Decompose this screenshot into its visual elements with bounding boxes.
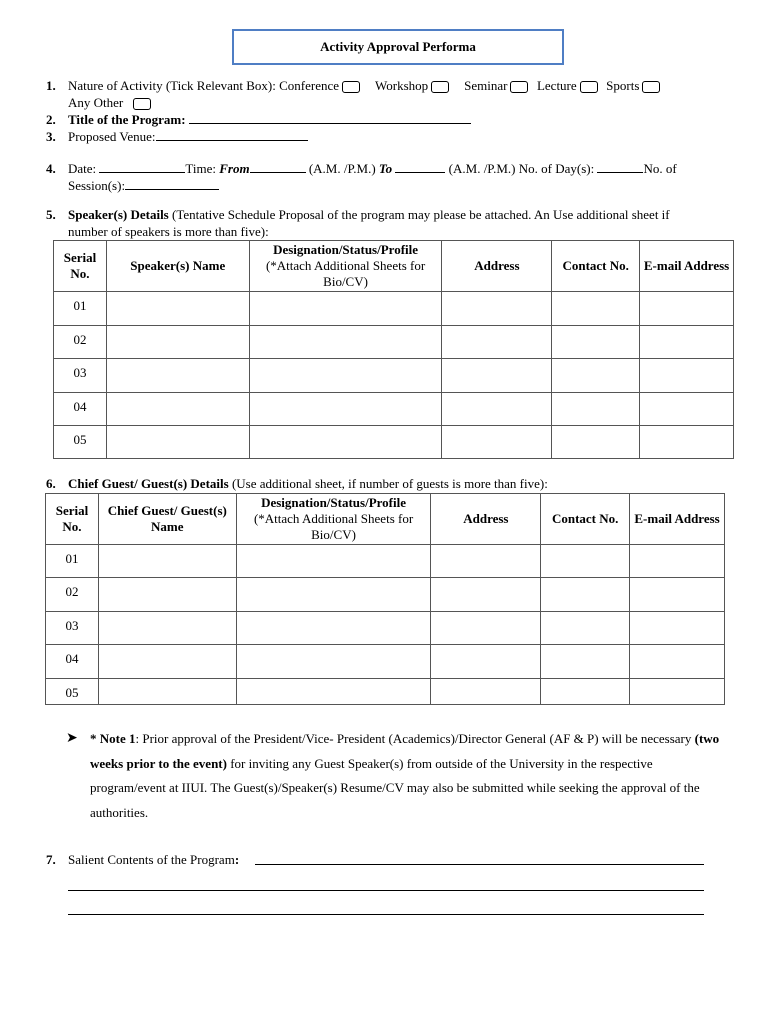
date-label: Date:: [68, 161, 97, 176]
serial-cell: 02: [46, 578, 99, 612]
contact-cell[interactable]: [552, 359, 640, 393]
sessions-line: [68, 177, 219, 194]
q4-number: 4.: [46, 161, 56, 176]
q5-desc-1: (Tentative Schedule Proposal of the program may please be attached. An Use additional sheet if: [172, 207, 670, 222]
guest-table: [45, 493, 725, 705]
arrow-bullet-icon: ➤: [66, 731, 78, 746]
table-row: [46, 612, 725, 645]
lecture-label: Lecture: [536, 78, 577, 93]
ampm-from-label: (A.M. /P.M.): [308, 161, 376, 176]
speaker-name-cell[interactable]: [106, 292, 249, 326]
note-emphasis: (two weeks prior to the event): [90, 731, 720, 771]
q6-number: 6.: [46, 476, 56, 491]
speaker-table: [53, 240, 734, 459]
address-cell[interactable]: [431, 578, 541, 612]
guest-name-header: Chief Guest/ Guest(s) Name: [98, 494, 236, 545]
salient-contents-line-3[interactable]: [68, 914, 704, 915]
email-cell[interactable]: [640, 393, 734, 426]
designation-cell[interactable]: [249, 426, 442, 459]
table-row: [46, 645, 725, 679]
designation-cell[interactable]: [249, 292, 442, 326]
designation-header: [249, 241, 442, 292]
days-label: (A.M. /P.M.) No. of Day(s):: [448, 161, 595, 176]
q7-line: [46, 851, 239, 868]
q3-label: Proposed Venue:: [68, 129, 156, 144]
form-title: Activity Approval Performa: [232, 29, 564, 65]
guest-name-cell[interactable]: [98, 645, 236, 679]
note-label: * Note 1: [90, 731, 136, 746]
address-cell[interactable]: [442, 292, 552, 326]
designation-cell[interactable]: [249, 326, 442, 359]
speaker-name-cell[interactable]: [106, 326, 249, 359]
serial-cell: 05: [46, 679, 99, 705]
any-other-line: [68, 94, 153, 111]
address-cell[interactable]: [431, 645, 541, 679]
designation-header-title: Designation/Status/Profile: [261, 495, 407, 510]
q7-number: 7.: [46, 852, 56, 867]
designation-cell[interactable]: [249, 393, 442, 426]
contact-cell[interactable]: [541, 545, 630, 578]
note-text-2: for inviting any Guest Speaker(s) from outside of the University in the respective program/event at IIUI. The Guest(s)/Speaker(s) Resume/CV may also be submitted while seeking the approval of the authorities.: [90, 755, 700, 820]
designation-header: [236, 494, 431, 545]
note-text-1: : Prior approval of the President/Vice- President (Academics)/Director General (AF & P) will be necessary: [135, 731, 692, 746]
designation-cell[interactable]: [236, 645, 431, 679]
contact-cell[interactable]: [552, 426, 640, 459]
speaker-name-cell[interactable]: [106, 359, 249, 393]
contact-cell[interactable]: [541, 679, 630, 705]
q3-number: 3.: [46, 129, 56, 144]
q5-number: 5.: [46, 207, 56, 222]
serial-cell: 05: [54, 426, 107, 459]
contact-cell[interactable]: [552, 393, 640, 426]
contact-cell[interactable]: [552, 326, 640, 359]
contact-cell[interactable]: [552, 292, 640, 326]
serial-cell: 03: [54, 359, 107, 393]
q7-label: Salient Contents of the Program: [68, 852, 235, 867]
email-cell[interactable]: [640, 426, 734, 459]
serial-cell: 03: [46, 612, 99, 645]
sessions-field[interactable]: [125, 177, 219, 190]
designation-cell[interactable]: [236, 612, 431, 645]
q7-colon: :: [234, 852, 240, 867]
to-label: To: [378, 161, 393, 176]
conference-checkbox[interactable]: [342, 81, 360, 93]
email-cell[interactable]: [630, 645, 725, 679]
q4-line: [46, 160, 677, 177]
address-cell[interactable]: [431, 545, 541, 578]
table-row: [54, 393, 734, 426]
q1-number: 1.: [46, 78, 56, 93]
salient-contents-line-1[interactable]: [255, 864, 704, 865]
from-label: From: [219, 161, 250, 176]
email-cell[interactable]: [640, 326, 734, 359]
q1-label: Nature of Activity (Tick Relevant Box): Conference: [68, 78, 340, 93]
serial-cell: 01: [54, 292, 107, 326]
sessions-tail-label: No. of: [643, 161, 677, 176]
date-field[interactable]: [99, 160, 185, 173]
guest-name-cell[interactable]: [98, 612, 236, 645]
q2-line: [46, 111, 471, 128]
workshop-checkbox[interactable]: [431, 81, 449, 93]
address-header: Address: [442, 241, 552, 292]
table-row: [46, 679, 725, 705]
serial-cell: 02: [54, 326, 107, 359]
sessions-label: Session(s):: [68, 178, 126, 193]
q2-label: Title of the Program:: [68, 112, 186, 127]
sports-checkbox[interactable]: [642, 81, 660, 93]
table-row: [54, 359, 734, 393]
speaker-name-cell[interactable]: [106, 426, 249, 459]
table-row: [54, 426, 734, 459]
address-cell[interactable]: [442, 426, 552, 459]
time-to-field[interactable]: [395, 160, 445, 173]
speaker-name-header: Speaker(s) Name: [106, 241, 249, 292]
q1-line: [46, 77, 662, 94]
program-title-field[interactable]: [189, 111, 471, 124]
email-cell[interactable]: [640, 292, 734, 326]
guest-name-cell[interactable]: [98, 679, 236, 705]
time-label: Time:: [185, 161, 216, 176]
designation-header-title: Designation/Status/Profile: [273, 242, 419, 257]
q5-desc-2: number of speakers is more than five):: [68, 224, 269, 239]
address-cell[interactable]: [442, 393, 552, 426]
serial-cell: 01: [46, 545, 99, 578]
address-cell[interactable]: [431, 679, 541, 705]
days-field[interactable]: [597, 160, 643, 173]
serial-cell: 04: [46, 645, 99, 679]
guest-table-header: [46, 494, 725, 545]
contact-cell[interactable]: [541, 645, 630, 679]
designation-header-note: (*Attach Additional Sheets for Bio/CV): [253, 511, 414, 542]
designation-cell[interactable]: [236, 679, 431, 705]
address-cell[interactable]: [442, 359, 552, 393]
table-row: [54, 326, 734, 359]
salient-contents-line-2[interactable]: [68, 890, 704, 891]
table-row: [46, 578, 725, 612]
guest-name-cell[interactable]: [98, 545, 236, 578]
serial-header: Serial No.: [54, 241, 107, 292]
q6-heading: Chief Guest/ Guest(s) Details: [68, 476, 229, 491]
email-cell[interactable]: [630, 578, 725, 612]
q5-heading: Speaker(s) Details: [68, 207, 169, 222]
speaker-name-cell[interactable]: [106, 393, 249, 426]
any-other-checkbox[interactable]: [133, 98, 151, 110]
table-row: [46, 545, 725, 578]
table-row: [54, 292, 734, 326]
designation-cell[interactable]: [236, 545, 431, 578]
workshop-label: Workshop: [375, 78, 429, 93]
address-header: Address: [431, 494, 541, 545]
address-cell[interactable]: [442, 326, 552, 359]
email-cell[interactable]: [630, 612, 725, 645]
q6-line: [46, 475, 548, 492]
email-header: E-mail Address: [630, 494, 725, 545]
serial-cell: 04: [54, 393, 107, 426]
seminar-label: Seminar: [464, 78, 508, 93]
lecture-checkbox[interactable]: [580, 81, 598, 93]
designation-header-note: (*Attach Additional Sheets for Bio/CV): [265, 258, 426, 289]
any-other-label: Any Other: [68, 95, 124, 110]
speaker-table-header: [54, 241, 734, 292]
contact-cell[interactable]: [541, 612, 630, 645]
note-block: [66, 727, 730, 825]
sports-label: Sports: [606, 78, 640, 93]
contact-header: Contact No.: [541, 494, 630, 545]
seminar-checkbox[interactable]: [510, 81, 528, 93]
time-from-field[interactable]: [250, 160, 306, 173]
venue-field[interactable]: [156, 128, 308, 141]
designation-cell[interactable]: [236, 578, 431, 612]
email-cell[interactable]: [630, 679, 725, 705]
q3-line: [46, 128, 308, 145]
q2-number: 2.: [46, 112, 56, 127]
q5-line: [46, 206, 670, 223]
q6-desc: (Use additional sheet, if number of guests is more than five):: [231, 476, 548, 491]
email-header: E-mail Address: [640, 241, 734, 292]
guest-name-cell[interactable]: [98, 578, 236, 612]
serial-header: Serial No.: [46, 494, 99, 545]
contact-header: Contact No.: [552, 241, 640, 292]
contact-cell[interactable]: [541, 578, 630, 612]
address-cell[interactable]: [431, 612, 541, 645]
designation-cell[interactable]: [249, 359, 442, 393]
note-text: [90, 727, 730, 825]
email-cell[interactable]: [640, 359, 734, 393]
email-cell[interactable]: [630, 545, 725, 578]
